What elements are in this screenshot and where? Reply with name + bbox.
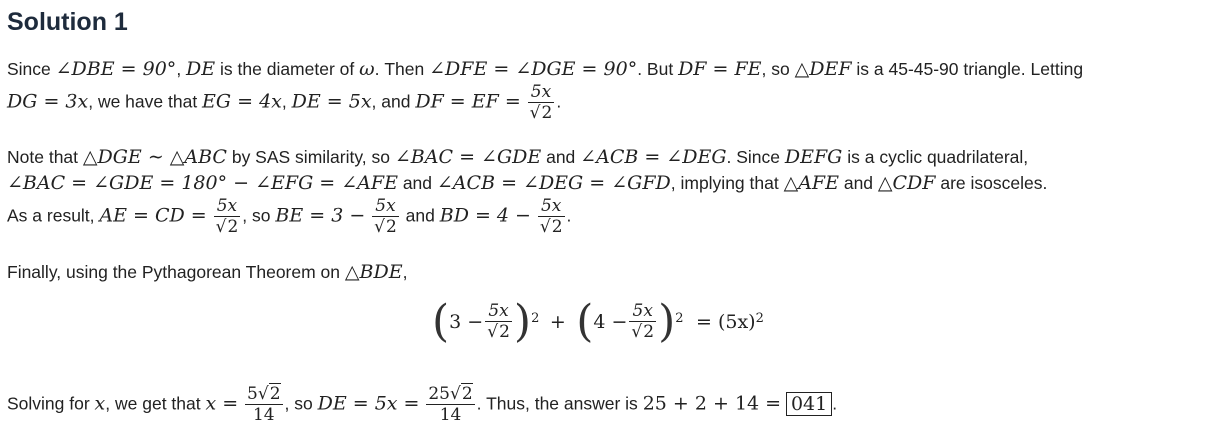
math: DF = FE bbox=[678, 58, 762, 80]
text: . But bbox=[637, 59, 679, 79]
fraction bbox=[372, 196, 399, 238]
fraction-denominator: √2 bbox=[631, 322, 655, 342]
text: . Since bbox=[726, 147, 785, 167]
text: . bbox=[832, 393, 838, 414]
right-paren: ) bbox=[658, 296, 676, 347]
paragraph-2-line-3 bbox=[7, 196, 571, 238]
text: . bbox=[556, 91, 562, 112]
text: , so bbox=[284, 393, 318, 414]
text: . Then bbox=[374, 59, 430, 79]
math: DE bbox=[186, 58, 216, 80]
text: , we get that bbox=[105, 393, 206, 414]
text: , bbox=[176, 59, 187, 79]
math: BD = 4 − bbox=[439, 204, 531, 227]
math: DEFG bbox=[784, 146, 843, 168]
paragraph-3 bbox=[7, 261, 407, 283]
math: DE = 5x = bbox=[317, 392, 420, 415]
math: x = bbox=[205, 392, 239, 415]
text: and bbox=[400, 205, 440, 226]
math: ∠DBE = 90° bbox=[55, 58, 177, 80]
fraction-numerator: 25√2 bbox=[428, 384, 473, 404]
fraction bbox=[485, 301, 512, 343]
math: EG = 4x bbox=[202, 90, 282, 113]
text: , so bbox=[242, 205, 276, 226]
exponent: 2 bbox=[755, 310, 764, 326]
fraction bbox=[245, 384, 283, 426]
paragraph-4 bbox=[7, 384, 837, 426]
text: Solving for bbox=[7, 393, 95, 414]
solution-title: Solution 1 bbox=[7, 8, 128, 36]
fraction-numerator: 5√2 bbox=[247, 384, 281, 404]
text: and bbox=[838, 173, 878, 193]
math: DG = 3x bbox=[7, 90, 89, 113]
fraction-denominator: √2 bbox=[539, 217, 563, 237]
math: ∠BAC = ∠GDE bbox=[394, 146, 542, 168]
pythagorean-equation bbox=[432, 292, 764, 358]
fraction-numerator: 5x bbox=[632, 301, 653, 321]
plus-sign: + bbox=[549, 311, 566, 333]
text: , so bbox=[761, 59, 795, 79]
math: 4 − bbox=[593, 311, 628, 333]
fraction bbox=[538, 196, 565, 238]
text: , and bbox=[371, 91, 416, 112]
text: Note that bbox=[7, 147, 83, 167]
text: , implying that bbox=[670, 173, 784, 193]
math: △BDE bbox=[344, 261, 403, 283]
fraction-denominator: 14 bbox=[426, 404, 474, 426]
paragraph-2-line-2 bbox=[7, 172, 1047, 194]
paragraph-1-line-1 bbox=[7, 58, 1083, 80]
fraction-denominator: 14 bbox=[245, 404, 283, 426]
fraction-denominator: √2 bbox=[529, 103, 553, 123]
left-paren: ( bbox=[576, 296, 594, 347]
fraction bbox=[214, 196, 241, 238]
exponent: 2 bbox=[675, 310, 684, 326]
math: = (5x) bbox=[696, 311, 756, 333]
text: and bbox=[397, 173, 437, 193]
paragraph-1-line-2 bbox=[7, 82, 561, 124]
math: △AFE bbox=[783, 172, 839, 194]
text: As a result, bbox=[7, 205, 100, 226]
text: is a 45-45-90 triangle. Letting bbox=[851, 59, 1084, 79]
math: ∠BAC = ∠GDE = 180° − ∠EFG = ∠AFE bbox=[7, 172, 398, 194]
fraction-numerator: 5x bbox=[488, 301, 509, 321]
text: , bbox=[281, 91, 292, 112]
fraction-denominator: √2 bbox=[215, 217, 239, 237]
text: is the diameter of bbox=[215, 59, 360, 79]
text: . bbox=[566, 205, 572, 226]
math: DF = EF = bbox=[415, 90, 521, 113]
text: are isosceles. bbox=[935, 173, 1048, 193]
answer-box: 041 bbox=[786, 392, 832, 416]
fraction bbox=[426, 384, 474, 426]
text: by SAS similarity, so bbox=[226, 147, 395, 167]
text: is a cyclic quadrilateral, bbox=[842, 147, 1029, 167]
left-paren: ( bbox=[432, 296, 450, 347]
fraction-numerator: 5x bbox=[375, 196, 396, 216]
math: ∠ACB = ∠DEG bbox=[580, 146, 727, 168]
paragraph-2-line-1 bbox=[7, 146, 1028, 168]
fraction bbox=[629, 301, 656, 343]
math: ∠DFE = ∠DGE = 90° bbox=[429, 58, 638, 80]
fraction bbox=[528, 82, 555, 124]
text: , we have that bbox=[88, 91, 203, 112]
math: △DEF bbox=[794, 58, 852, 80]
exponent: 2 bbox=[531, 310, 540, 326]
right-paren: ) bbox=[513, 296, 532, 347]
math: BE = 3 − bbox=[275, 204, 366, 227]
math: 3 − bbox=[449, 311, 484, 333]
math: △DGE ∼ △ABC bbox=[82, 146, 227, 168]
fraction-numerator: 5x bbox=[540, 196, 562, 216]
text: and bbox=[541, 147, 581, 167]
text: , bbox=[402, 262, 408, 282]
math: △CDF bbox=[877, 172, 936, 194]
math: AE = CD = bbox=[99, 204, 207, 227]
text: . Thus, the answer is bbox=[476, 393, 643, 414]
math: DE = 5x bbox=[291, 90, 372, 113]
text: Since bbox=[7, 59, 56, 79]
math: ∠ACB = ∠DEG = ∠GFD bbox=[436, 172, 671, 194]
math: x bbox=[94, 392, 106, 415]
math: 25 + 2 + 14 = bbox=[642, 392, 782, 415]
text: Finally, using the Pythagorean Theorem on bbox=[7, 262, 345, 282]
fraction-denominator: √2 bbox=[487, 322, 510, 342]
fraction-numerator: 5x bbox=[530, 82, 552, 102]
fraction-denominator: √2 bbox=[374, 217, 397, 237]
fraction-numerator: 5x bbox=[216, 196, 238, 216]
math: ω bbox=[359, 58, 375, 80]
